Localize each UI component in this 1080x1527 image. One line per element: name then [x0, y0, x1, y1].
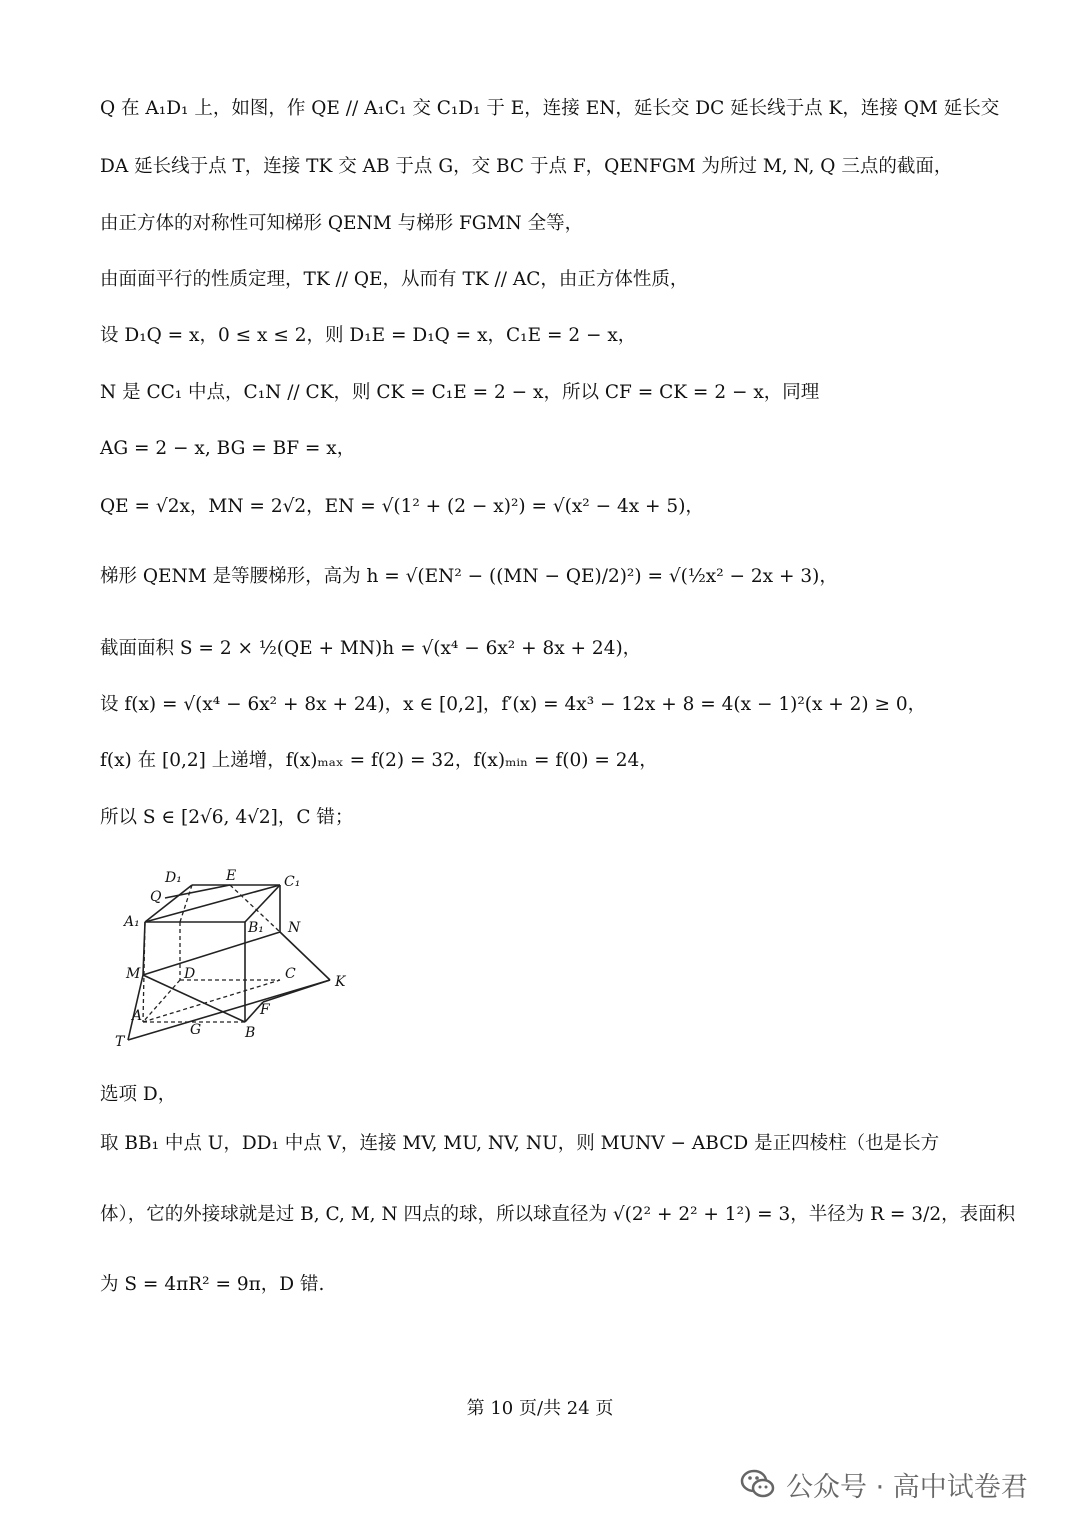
text-line: QE = √2x，MN = 2√2，EN = √(1² + (2 − x)²) = √(x² − 4x + 5)， — [100, 496, 704, 517]
watermark — [738, 1460, 1028, 1508]
label-K: K — [335, 974, 346, 990]
wechat-icon — [738, 1464, 778, 1504]
text-line: 由面面平行的性质定理，TK // QE，从而有 TK // AC，由正方体性质， — [100, 269, 689, 290]
label-B1: B₁ — [248, 920, 264, 936]
label-C: C — [285, 966, 296, 982]
text-line: 选项 D， — [100, 1084, 177, 1105]
label-Q: Q — [150, 889, 162, 905]
text-line: 由正方体的对称性可知梯形 QENM 与梯形 FGMN 全等， — [100, 213, 584, 234]
label-D: D — [184, 966, 196, 982]
label-T: T — [115, 1034, 125, 1050]
watermark-text: 公众号 · 高中试卷君 — [786, 1471, 1028, 1503]
text-line: 截面面积 S = 2 × ½(QE + MN)h = √(x⁴ − 6x² + 8x + 24)， — [100, 638, 642, 659]
text-line: 设 f(x) = √(x⁴ − 6x² + 8x + 24)，x ∈ [0,2]，f′(x) = 4x³ − 12x + 8 = 4(x − 1)²(x + 2) ≥ 0， — [100, 694, 927, 715]
label-N: N — [288, 920, 301, 936]
text-line: DA 延长线于点 T，连接 TK 交 AB 于点 G，交 BC 于点 F，QENFGM 为所过 M, N, Q 三点的截面， — [100, 156, 953, 177]
text-line: 设 D₁Q = x，0 ≤ x ≤ 2，则 D₁E = D₁Q = x，C₁E = 2 − x， — [100, 325, 637, 346]
text-line: AG = 2 − x, BG = BF = x， — [100, 438, 356, 459]
label-A1: A₁ — [124, 914, 140, 930]
cube-figure — [110, 860, 360, 1060]
label-G: G — [190, 1022, 202, 1038]
text-line: Q 在 A₁D₁ 上，如图，作 QE // A₁C₁ 交 C₁D₁ 于 E，连接 EN，延长交 DC 延长线于点 K，连接 QM 延长交 — [100, 98, 1000, 119]
label-F: F — [260, 1002, 270, 1018]
label-M: M — [126, 966, 141, 982]
label-E: E — [226, 868, 237, 884]
text-line: 梯形 QENM 是等腰梯形，高为 h = √(EN² − ((MN − QE)/2)²) = √(½x² − 2x + 3)， — [100, 566, 838, 587]
text-line: 为 S = 4πR² = 9π，D 错. — [100, 1274, 325, 1295]
label-B: B — [245, 1025, 256, 1041]
text-line: N 是 CC₁ 中点，C₁N // CK，则 CK = C₁E = 2 − x，所以 CF = CK = 2 − x，同理 — [100, 382, 820, 403]
text-line: 取 BB₁ 中点 U，DD₁ 中点 V，连接 MV, MU, NV, NU，则 MUNV − ABCD 是正四棱柱（也是长方 — [100, 1133, 940, 1154]
label-C1: C₁ — [284, 874, 301, 890]
text-line: f(x) 在 [0,2] 上递增，f(x)ₘₐₓ = f(2) = 32，f(x)ₘᵢₙ = f(0) = 24， — [100, 750, 658, 771]
label-D1: D₁ — [165, 870, 182, 886]
page-number: 第 10 页/共 24 页 — [466, 1398, 614, 1419]
text-line: 体），它的外接球就是过 B, C, M, N 四点的球，所以球直径为 √(2² + 2² + 1²) = 3，半径为 R = 3/2，表面积 — [100, 1204, 1016, 1225]
label-A: A — [132, 1008, 143, 1024]
text-line: 所以 S ∈ [2√6, 4√2]，C 错； — [100, 807, 354, 828]
